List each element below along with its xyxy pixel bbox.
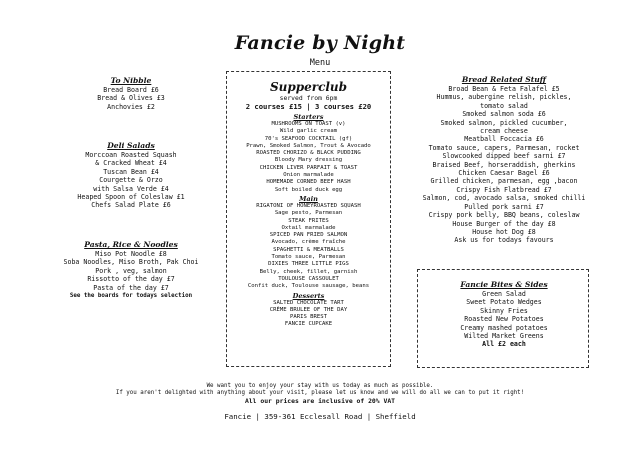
- menu-item: Creamy mashed potatoes: [460, 323, 548, 332]
- menu-item: Crispy Fish Flatbread £7: [456, 185, 552, 194]
- menu-item: Soba Noodles, Miso Broth, Pak Choi: [63, 258, 199, 267]
- footer-address: Fancie | 359-361 Ecclesall Road | Sheffield: [224, 412, 416, 421]
- menu-item: CRÈME BRULEE OF THE DAY: [269, 306, 348, 313]
- menu-item: DIXIES THREE LITTLE PIGS: [268, 261, 349, 268]
- menu-item: Heaped Spoon of Coleslaw £1: [77, 193, 185, 202]
- menu-item: Chefs Salad Plate £6: [91, 201, 171, 210]
- course-pricing: 2 courses £15 | 3 courses £20: [245, 102, 372, 111]
- menu-item: Courgette & Orzo: [99, 176, 163, 185]
- section-deli-salads: [56, 141, 206, 210]
- starters-heading: Starters: [293, 113, 324, 121]
- menu-item: SPAGHETTI & MEATBALLS: [273, 246, 344, 253]
- menu-item: Salmon, cod, avocado salsa, smoked chilli: [422, 194, 586, 203]
- menu-item: with Salsa Verde £4: [93, 184, 169, 193]
- menu-item: House hot Dog £8: [472, 227, 536, 236]
- menu-item: SALTED CHOCOLATE TART: [273, 299, 344, 306]
- menu-item: Slowcooked dipped beef sarni £7: [442, 152, 566, 161]
- menu-item: Tomato sauce, capers, Parmesan, rocket: [428, 143, 580, 152]
- menu-item: MUSHROOMS ON TOAST (v): [271, 121, 346, 127]
- menu-item: tomato salad: [480, 101, 528, 110]
- menu-item: Wilted Market Greens: [464, 332, 544, 341]
- menu-item: Onion marmalade: [283, 172, 334, 179]
- menu-item: Grilled chicken, parmesan, egg ,bacon: [430, 177, 578, 186]
- menu-item: Morccoan Roasted Squash: [85, 151, 177, 159]
- menu-item: Crispy pork belly, BBQ beans, coleslaw: [428, 211, 580, 220]
- menu-item: RIGATONI OF HONEYROASTED SQUASH: [256, 202, 361, 209]
- menu-item: Hummus, aubergine relish, pickles,: [436, 93, 572, 102]
- menu-item: TOULOUSE CASSOULET: [278, 275, 339, 282]
- served-time: served from 6pm: [279, 94, 338, 102]
- pasta-note: See the boards for todays selection: [69, 293, 193, 300]
- menu-item: HOMEMADE CORNED BEEF HASH: [266, 179, 351, 186]
- menu-item: Green Salad: [482, 290, 526, 298]
- menu-item: Bread Board £6: [103, 86, 159, 94]
- pasta-heading: Pasta, Rice & Noodles: [84, 240, 178, 249]
- menu-item: Sweet Potato Wedges: [466, 298, 542, 307]
- menu-item: PARIS BREST: [289, 314, 328, 321]
- menu-item: cream cheese: [480, 127, 528, 136]
- menu-item: Pasta of the day £7: [93, 283, 169, 292]
- section-bread-related: [418, 75, 590, 245]
- page-subtitle: Menu: [309, 58, 331, 68]
- menu-item: Ask us for todays favours: [454, 236, 554, 245]
- main-heading: Main: [299, 194, 318, 203]
- menu-item: Confit duck, Toulouse sausage, beans: [247, 283, 370, 290]
- section-supperclub: [226, 80, 391, 329]
- menu-item: Rissotto of the day £7: [87, 275, 175, 284]
- section-to-nibble: [56, 76, 206, 111]
- menu-item: Tuscan Bean £4: [103, 167, 159, 176]
- sides-heading: Fancie Bites & Sides: [460, 280, 548, 289]
- menu-item: Smoked salmon, pickled cucumber,: [440, 118, 568, 127]
- menu-item: SPICED PAN FRIED SALMON: [269, 232, 348, 239]
- menu-item: Pulled pork sarni £7: [464, 202, 544, 211]
- footer-welcome: We want you to enjoy your stay with us today as much as possible.: [206, 383, 434, 389]
- supperclub-heading: Supperclub: [269, 80, 348, 94]
- menu-item: Chicken Caesar Bagel £6: [458, 169, 550, 178]
- menu-item: Wild garlic cream: [279, 128, 338, 135]
- footer-feedback: If you aren't delighted with anything about your visit, please let us know and we will do all we can to put it right!: [115, 390, 525, 396]
- menu-item: Broad Bean & Feta Falafel £5: [448, 85, 560, 93]
- menu-item: Sage pesto, Parmesan: [274, 210, 343, 217]
- menu-item: Bloody Mary dressing: [274, 157, 343, 164]
- sides-price-note: All £2 each: [482, 340, 526, 349]
- footer-vat: All our prices are inclusive of 20% VAT: [244, 397, 396, 405]
- menu-item: Tomato sauce, Parmesan: [271, 254, 346, 261]
- menu-item: Skinny Fries: [480, 306, 528, 315]
- menu-item: Bread & Olives £3: [97, 94, 165, 103]
- to-nibble-heading: To Nibble: [110, 76, 152, 85]
- menu-item: Miso Pot Noodle £8: [95, 250, 167, 258]
- menu-item: Pork , veg, salmon: [95, 266, 167, 275]
- menu-item: Smoked salmon soda £6: [462, 110, 546, 119]
- menu-item: 70's SEAFOOD COCKTAIL (gf): [264, 135, 353, 142]
- deli-salads-heading: Deli Salads: [107, 141, 155, 150]
- menu-item: CHICKEN LIVER PARFAIT & TOAST: [259, 164, 358, 171]
- menu-item: Belly, cheek, fillet, garnish: [259, 268, 358, 275]
- section-bites-sides: [418, 280, 590, 349]
- menu-item: STEAK FRITES: [288, 217, 329, 224]
- bread-heading: Bread Related Stuff: [461, 75, 547, 84]
- menu-item: Anchovies £2: [107, 102, 155, 111]
- menu-item: Prawn, Smoked Salmon, Trout & Avocado: [246, 142, 371, 149]
- menu-item: ROASTED CHORIZO & BLACK PUDDING: [256, 150, 361, 157]
- section-pasta: [56, 240, 206, 300]
- desserts-heading: Desserts: [292, 291, 325, 300]
- menu-item: Soft boiled duck egg: [274, 186, 343, 193]
- page-title: Fancie by Night: [234, 32, 406, 54]
- menu-item: Braised Beef, horseraddish, gherkins: [432, 160, 576, 169]
- menu-item: Avocado, crème fraîche: [271, 239, 346, 246]
- menu-item: & Cracked Wheat £4: [95, 159, 167, 168]
- menu-item: House Burger of the day £8: [452, 219, 556, 228]
- menu-item: FANCIE CUPCAKE: [284, 321, 333, 328]
- menu-item: Oxtail marmalade: [281, 224, 336, 231]
- menu-item: Roasted New Potatoes: [464, 315, 544, 324]
- menu-item: Meatball Foccacia £6: [464, 135, 544, 144]
